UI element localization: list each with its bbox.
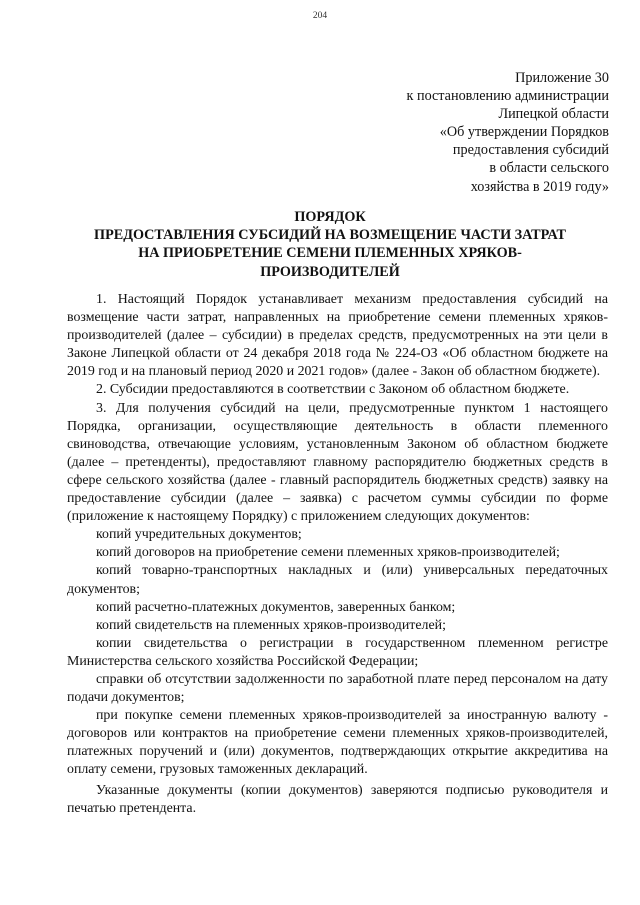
paragraph-2: 2. Субсидии предоставляются в соответствии с Законом об областном бюджете. [96, 382, 570, 398]
title-line: ПРЕДОСТАВЛЕНИЯ СУБСИДИЙ НА ВОЗМЕЩЕНИЕ ЧАСТИ ЗАТРАТ [94, 227, 566, 244]
list-item: копий расчетно-платежных документов, заверенных банком; [96, 599, 456, 615]
document-title [60, 208, 600, 281]
list-item: копии свидетельства о регистрации в государственном племенном регистре Министерства сельского хозяйства Российской Федерации; [67, 635, 608, 669]
list-item: копий товарно-транспортных накладных и (или) универсальных передаточных документов; [67, 563, 608, 597]
list-item: справки об отсутствии задолженности по заработной плате перед персоналом на дату подачи документов; [67, 671, 608, 706]
paragraph-3: 3. Для получения субсидий на цели, предусмотренные пунктом 1 настоящего Порядка, организации, осуществляющие деятельность в области племенного свиноводства, отвечающие условиям, установленным Законом об областном бюджете (далее – претенденты), предоставляют главному распорядителю бюджетных средств в сфере сельского хозяйства (далее - главный распорядитель бюджетных средств) заявку на предоставление субсидии (далее – заявка) с расчетом суммы субсидии по форме (приложение к настоящему Порядку) с приложением следующих документов: [67, 400, 608, 525]
title-line: ПРОИЗВОДИТЕЛЕЙ [260, 263, 400, 280]
appendix-line: хозяйства в 2019 году» [470, 178, 609, 195]
appendix-line: «Об утверждении Порядков [439, 124, 609, 141]
list-item: копий договоров на приобретение семени племенных хряков-производителей; [96, 545, 560, 561]
appendix-line: предоставления субсидий [452, 142, 609, 159]
page-number: 204 [312, 11, 328, 21]
title-line: НА ПРИОБРЕТЕНИЕ СЕМЕНИ ПЛЕМЕННЫХ ХРЯКОВ- [138, 245, 522, 262]
paragraph-1: 1. Настоящий Порядок устанавливает механизм предоставления субсидий на возмещение части затрат, направленных на приобретение семени племенных хряков-производителей (далее – субсидии) в пределах средств, предусмотренных на эти цели в Законе Липецкой области от 24 декабря 2018 года № 224-ОЗ «Об областном бюджете на 2019 год и на плановый период 2020 и 2021 годов» (далее - Закон об областном бюджете). [67, 292, 608, 380]
list-item: копий свидетельств на племенных хряков-производителей; [96, 617, 446, 633]
appendix-line: в области сельского [489, 160, 609, 177]
document-body [67, 291, 608, 818]
title-line: ПОРЯДОК [294, 209, 366, 225]
list-item: при покупке семени племенных хряков-производителей за иностранную валюту - договоров или контрактов на приобретение семени племенных хряков-производителей, платежных поручений и (или) документов, подтверждающих открытие аккредитива на оплату семени, грузовых таможенных деклараций. [67, 708, 608, 778]
closing-paragraph: Указанные документы (копии документов) заверяются подписью руководителя и печатью претендента. [67, 782, 608, 816]
appendix-line: Липецкой области [498, 106, 609, 123]
list-item: копий учредительных документов; [96, 527, 302, 543]
appendix-reference [309, 69, 609, 196]
appendix-line: Приложение 30 [515, 70, 609, 86]
appendix-line: к постановлению администрации [406, 88, 609, 105]
